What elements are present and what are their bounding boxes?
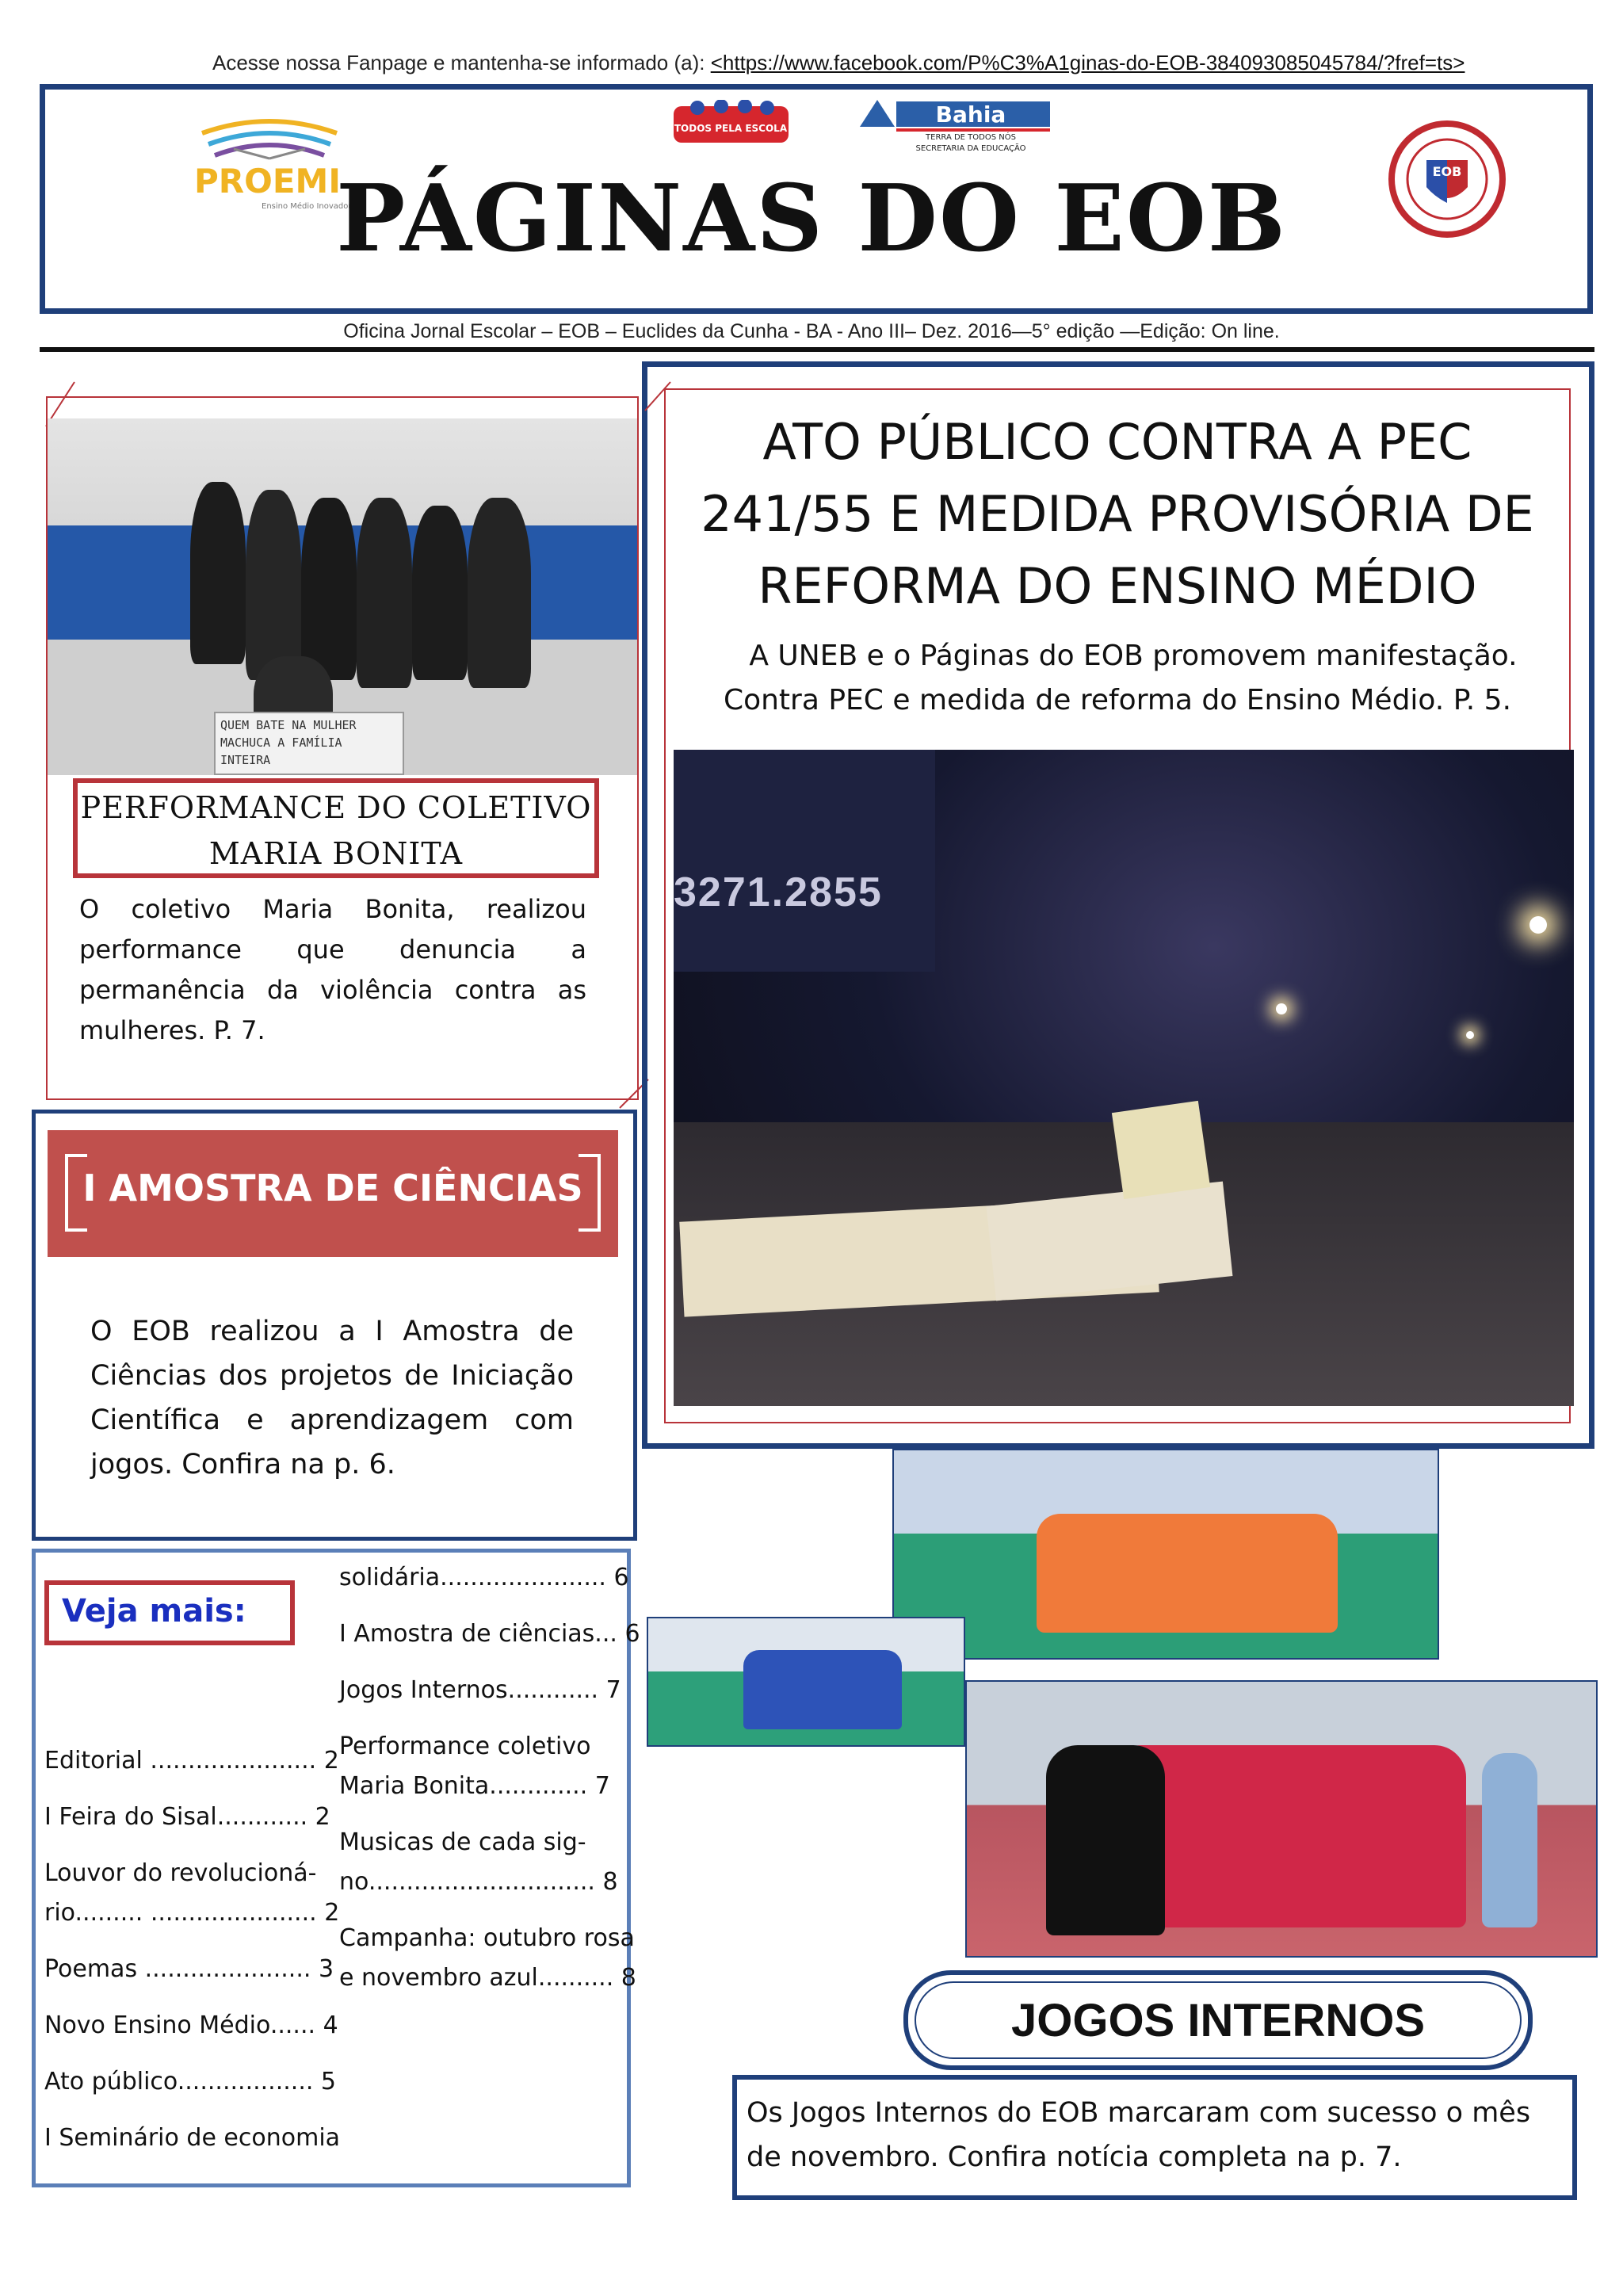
fanpage-text: Acesse nossa Fanpage e mantenha-se informado (a): bbox=[212, 51, 705, 74]
ato-headline-line: REFORMA DO ENSINO MÉDIO bbox=[758, 557, 1477, 615]
toc-item: Ato público.................. 5 bbox=[44, 2068, 337, 2095]
todos-pela-escola-logo bbox=[674, 100, 789, 144]
ato-headline-line: ATO PÚBLICO CONTRA A PEC bbox=[762, 413, 1472, 471]
toc-item: Campanha: outubro rosa bbox=[339, 1924, 635, 1952]
proemi-logo-text: PROEMI bbox=[194, 162, 341, 201]
toc-item: Maria Bonita............. 7 bbox=[339, 1772, 610, 1800]
protest-placard bbox=[1112, 1101, 1210, 1199]
toc-item: I Feira do Sisal............ 2 bbox=[44, 1803, 330, 1831]
team-photo-blue bbox=[647, 1617, 965, 1747]
bahia-logo-sub2: SECRETARIA DA EDUCAÇÃO bbox=[915, 144, 1026, 153]
protest-night-photo bbox=[674, 750, 1574, 1406]
toc-column-1 bbox=[44, 1733, 340, 2166]
team-players bbox=[1482, 1753, 1537, 1927]
ato-sub-line: A UNEB e o Páginas do EOB promovem manifestação. bbox=[749, 640, 1518, 672]
toc-item: I Amostra de ciências... 6 bbox=[339, 1620, 640, 1648]
toc-item: Editorial ...................... 2 bbox=[44, 1747, 339, 1775]
team-players bbox=[1046, 1745, 1165, 1935]
building-facade bbox=[674, 750, 935, 972]
protest-sign: QUEM BATE NA MULHER MACHUCA A FAMÍLIA INTEIRA bbox=[214, 712, 404, 775]
jogos-heading-box bbox=[903, 1970, 1533, 2070]
fanpage-link[interactable]: <https://www.facebook.com/P%C3%A1ginas-do-EOB-384093085045784/?fref=ts> bbox=[710, 51, 1465, 74]
amostra-banner bbox=[48, 1130, 618, 1257]
street-light bbox=[1276, 1003, 1287, 1014]
fanpage-note bbox=[212, 51, 1465, 75]
ato-headline-line: 241/55 E MEDIDA PROVISÓRIA DE bbox=[701, 485, 1534, 543]
performance-body: O coletivo Maria Bonita, realizou performance que denuncia a permanência da violência contra as mulheres. P. 7. bbox=[79, 894, 586, 1045]
street-light bbox=[1529, 916, 1547, 934]
bahia-logo bbox=[860, 98, 1050, 154]
toc-item: Louvor do revolucioná- bbox=[44, 1859, 317, 1887]
bahia-logo-sub: TERRA DE TODOS NÓS bbox=[926, 133, 1016, 142]
amostra-body: O EOB realizou a I Amostra de Ciências dos projetos de Iniciação Científica e aprendizagem com jogos. Confira na p. 6. bbox=[90, 1316, 574, 1480]
team-players bbox=[1037, 1514, 1338, 1633]
toc-item: rio......... ...................... 2 bbox=[44, 1899, 340, 1927]
ato-headline bbox=[666, 406, 1569, 622]
seal-text: EOB bbox=[1432, 164, 1462, 179]
toc-item: e novembro azul.......... 8 bbox=[339, 1964, 636, 1992]
performance-caption: PERFORMANCE DO COLETIVO MARIA BONITA bbox=[73, 778, 599, 878]
toc-item: Musicas de cada sig- bbox=[339, 1828, 586, 1856]
veja-mais-label: Veja mais: bbox=[44, 1580, 295, 1645]
toc-item: Performance coletivo bbox=[339, 1733, 591, 1760]
performance-photo bbox=[48, 418, 637, 775]
toc-item: I Seminário de economia bbox=[44, 2124, 341, 2152]
toc-item: Novo Ensino Médio...... 4 bbox=[44, 2011, 338, 2039]
newspaper-title: PÁGINAS DO EOB bbox=[336, 165, 1287, 273]
ato-subheading bbox=[666, 634, 1569, 723]
toc-item: no.............................. 8 bbox=[339, 1868, 618, 1896]
toc-item: solidária...................... 6 bbox=[339, 1564, 629, 1591]
amostra-heading: I AMOSTRA DE CIÊNCIAS bbox=[82, 1167, 583, 1209]
toc-column-2 bbox=[339, 1558, 640, 1998]
todos-logo-text: TODOS PELA ESCOLA bbox=[674, 123, 788, 134]
team-photo-girls bbox=[965, 1680, 1598, 1958]
jogos-heading: JOGOS INTERNOS bbox=[915, 1981, 1522, 2059]
ato-sub-line: Contra PEC e medida de reforma do Ensino Médio. P. 5. bbox=[723, 684, 1512, 716]
proemi-logo-sub: Ensino Médio Inovador bbox=[262, 202, 352, 211]
team-photo-orange bbox=[892, 1449, 1439, 1660]
bahia-logo-text: Bahia bbox=[935, 101, 1006, 128]
edition-line: Oficina Jornal Escolar – EOB – Euclides da Cunha - BA - Ano III– Dez. 2016—5° edição —Edição: On line. bbox=[343, 320, 1280, 342]
jogos-body: Os Jogos Internos do EOB marcaram com sucesso o mês de novembro. Confira notícia completa na p. 7. bbox=[747, 2097, 1531, 2173]
toc-item: Poemas ...................... 3 bbox=[44, 1955, 334, 1983]
toc-item: Jogos Internos............ 7 bbox=[339, 1676, 621, 1704]
storefront-phone: 3271.2855 bbox=[674, 869, 883, 915]
masthead-rule bbox=[40, 347, 1594, 352]
team-players bbox=[743, 1650, 902, 1729]
street-light bbox=[1466, 1031, 1474, 1039]
